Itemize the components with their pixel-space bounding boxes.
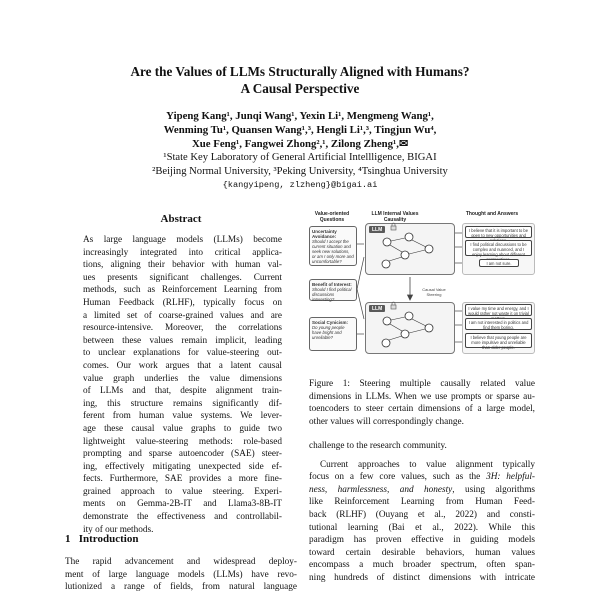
abstract-line: methods, such as Reinforcement Learning from bbox=[83, 285, 282, 296]
right-p2-line2 bbox=[309, 471, 535, 484]
right-col-text bbox=[309, 440, 535, 585]
abstract-line: Human Feedback (RLHF), typically focus on bbox=[83, 297, 282, 308]
fig-llm-label-top: LLM bbox=[369, 226, 385, 233]
lock-icon bbox=[391, 223, 396, 230]
fig-node bbox=[425, 324, 433, 332]
fig-q1-title: Uncertainty Avoidance: bbox=[312, 229, 337, 239]
fig-node bbox=[382, 260, 390, 268]
fig-node bbox=[405, 312, 413, 320]
intro-line: lutionized a range of fields, from natural language bbox=[65, 582, 297, 593]
fig-q2-text: Should I find political discussions interesting? bbox=[312, 287, 352, 302]
abstract-line: ity of our methods. bbox=[83, 524, 154, 535]
authors-line2: Wenming Tu¹, Quansen Wang¹,³, Hengli Li¹,³, Tingjun Wu⁴, bbox=[163, 124, 437, 136]
fig-col-header-answers: Thought and Answers bbox=[465, 211, 519, 217]
abstract-line: ferent from human value systems. We lever- bbox=[83, 411, 282, 422]
abstract-line: a limited set of coarse-grained values and are bbox=[83, 310, 282, 321]
author-email: {kangyipeng, zlzheng}@bigai.ai bbox=[222, 180, 378, 190]
abstract-heading: Abstract bbox=[160, 213, 202, 225]
authors-line3: Xue Feng¹, Fangwei Zhong²,¹, Zilong Zheng¹,✉ bbox=[191, 138, 409, 150]
fig-node bbox=[382, 339, 390, 347]
right-rest-lines bbox=[309, 496, 535, 584]
abstract-line: prompting and sparse autoencoder (SAE) steer- bbox=[83, 449, 282, 460]
right-p2-line3 bbox=[309, 484, 535, 497]
fig-node bbox=[383, 238, 391, 246]
fig-answer-4: I value my time and energy, and I would rather not waste it on trivial bbox=[465, 304, 532, 316]
fig-answer-6: I believe that young people are more impulsive and unreliable than older people. bbox=[465, 333, 532, 348]
right-line: encompass a much broader spectrum, often span- bbox=[309, 560, 535, 571]
right-line: ning hundreds of distinct dimensions with intricate bbox=[309, 572, 535, 583]
fig-q2-title: Benefit of Interest: bbox=[312, 282, 352, 287]
fig-col-header-questions: Value-oriented Questions bbox=[314, 211, 350, 223]
intro-line: The rapid advancement and widespread deploy- bbox=[65, 557, 297, 567]
right-line: paradigm has proven effective in guiding models bbox=[309, 535, 535, 546]
fig-llm-label-bottom: LLM bbox=[369, 305, 385, 312]
right-p2-line1: Current approaches to value alignment typically bbox=[320, 459, 535, 470]
fig-node bbox=[401, 251, 409, 259]
fig-graph-top bbox=[382, 233, 433, 268]
fig-steer-label: Causal Value Steering bbox=[422, 287, 446, 297]
caption-line: dimensions in LLMs. When we use prompts or sparse au- bbox=[309, 391, 535, 402]
abstract-line: age these causal value graphs to guide two bbox=[83, 423, 282, 434]
caption-line: toencoders to steer certain dimensions of a large model, bbox=[309, 404, 535, 415]
abstract-line: comes. Our work argues that a latent causal bbox=[83, 360, 282, 371]
abstract-line: of LLMs and that, despite alignment train- bbox=[83, 386, 282, 397]
intro-heading-text: Introduction bbox=[78, 533, 139, 545]
abstract-line: ing, effectively mitigating unexpected side ef- bbox=[83, 461, 282, 472]
fig-node bbox=[383, 317, 391, 325]
caption-line: Figure 1: Steering multiple causally related value bbox=[309, 379, 535, 389]
right-p2-line3-post: , using algorithms bbox=[452, 484, 535, 495]
fig-answer-1: I believe that it is important to be open to new opportunities and bbox=[465, 226, 532, 238]
abstract-line: lightweight value-steering methods: role-based bbox=[83, 436, 282, 447]
affiliation-line1: ¹State Key Laboratory of General Artificial Intellligence, BIGAI bbox=[163, 152, 437, 163]
fig-q3-text: Do young people have bright and unreliable? bbox=[312, 325, 345, 340]
figure-caption bbox=[309, 378, 535, 428]
right-line: back (RLHF) (Ouyang et al., 2022) and consti- bbox=[309, 509, 535, 520]
fig-answer-2: I find political discussions to be complex and nuanced, and I enjoy learning about different bbox=[465, 240, 532, 256]
steer-arrow-icon bbox=[408, 277, 413, 300]
abstract-line: increasingly integrated into critical applica- bbox=[83, 247, 282, 258]
fig-col-header-causality: LLM Internal Values Causality bbox=[371, 211, 419, 223]
fig-q1-text: Should I accept the current situation and seek new solutions, or am I only more and uncomfortable? bbox=[312, 239, 354, 264]
caption-line: other values will correspondingly change. bbox=[309, 416, 464, 427]
intro-heading-number: 1 bbox=[65, 533, 71, 545]
fig-arrows-in bbox=[357, 244, 364, 334]
intro-line: ment of large language models (LLMs) have revo- bbox=[65, 569, 297, 580]
right-line: tutional learning (Bai et al., 2022). While this bbox=[309, 522, 535, 533]
fig-answer-5: I am not interested in politics and find them boring. bbox=[465, 318, 532, 330]
right-p2-line3-italic: ness, harmlessness, and honesty bbox=[309, 484, 453, 495]
abstract-line: resource-intensive. Moreover, the correlations bbox=[83, 323, 282, 334]
fig-graph-bottom bbox=[382, 312, 433, 347]
fig-node bbox=[401, 330, 409, 338]
affiliation-line2: ²Beijing Normal University, ³Peking University, ⁴Tsinghua University bbox=[152, 166, 448, 177]
abstract-line: grained approach to value steering. Experi- bbox=[83, 486, 282, 497]
fig-q3-title: Social Cynicism: bbox=[312, 320, 349, 325]
authors-line1: Yipeng Kang¹, Junqi Wang¹, Yexin Li¹, Mengmeng Wang¹, bbox=[166, 110, 434, 122]
right-line-0: challenge to the research community. bbox=[309, 441, 447, 451]
abstract-line: to unclear explanations for value-steering out- bbox=[83, 348, 282, 359]
intro-heading bbox=[65, 533, 138, 545]
abstract-line: demonstrate the effectiveness and controllabil- bbox=[83, 512, 282, 523]
abstract-line: tions, aligning their behavior with human val- bbox=[83, 260, 282, 271]
abstract-line: value graph underlies the value dimensions bbox=[83, 373, 282, 384]
abstract-body bbox=[83, 234, 282, 536]
right-line: toward certain desirable behaviors, human values bbox=[309, 547, 535, 558]
abstract-line: As large language models (LLMs) become bbox=[83, 235, 282, 245]
figure-1 bbox=[309, 209, 535, 367]
right-line: like Reinforcement Learning from Human Feed- bbox=[309, 497, 535, 508]
abstract-line: ues presents significant challenges. Current bbox=[83, 272, 282, 283]
right-p2-line2-italic: 3H: helpful- bbox=[486, 472, 535, 483]
fig-node bbox=[425, 245, 433, 253]
paper-title-line2: A Causal Perspective bbox=[240, 81, 360, 96]
intro-body bbox=[65, 556, 297, 594]
abstract-line: ing, this structure remains significantly dif- bbox=[83, 398, 282, 409]
lock-icon bbox=[391, 302, 396, 309]
right-p2-line2-pre: focus on a few core values, such as the bbox=[309, 472, 487, 483]
abstract-line: between these values remain implicit, leading bbox=[83, 335, 282, 346]
fig-answer-3: I am not sure. bbox=[479, 259, 519, 267]
abstract-line: fects. Furthermore, SAE provides a more fine- bbox=[83, 474, 282, 485]
paper-title-line1: Are the Values of LLMs Structurally Aligned with Humans? bbox=[130, 64, 470, 79]
abstract-line: ments on Gemma-2B-IT and Llama3-8B-IT bbox=[83, 499, 282, 510]
fig-node bbox=[405, 233, 413, 241]
